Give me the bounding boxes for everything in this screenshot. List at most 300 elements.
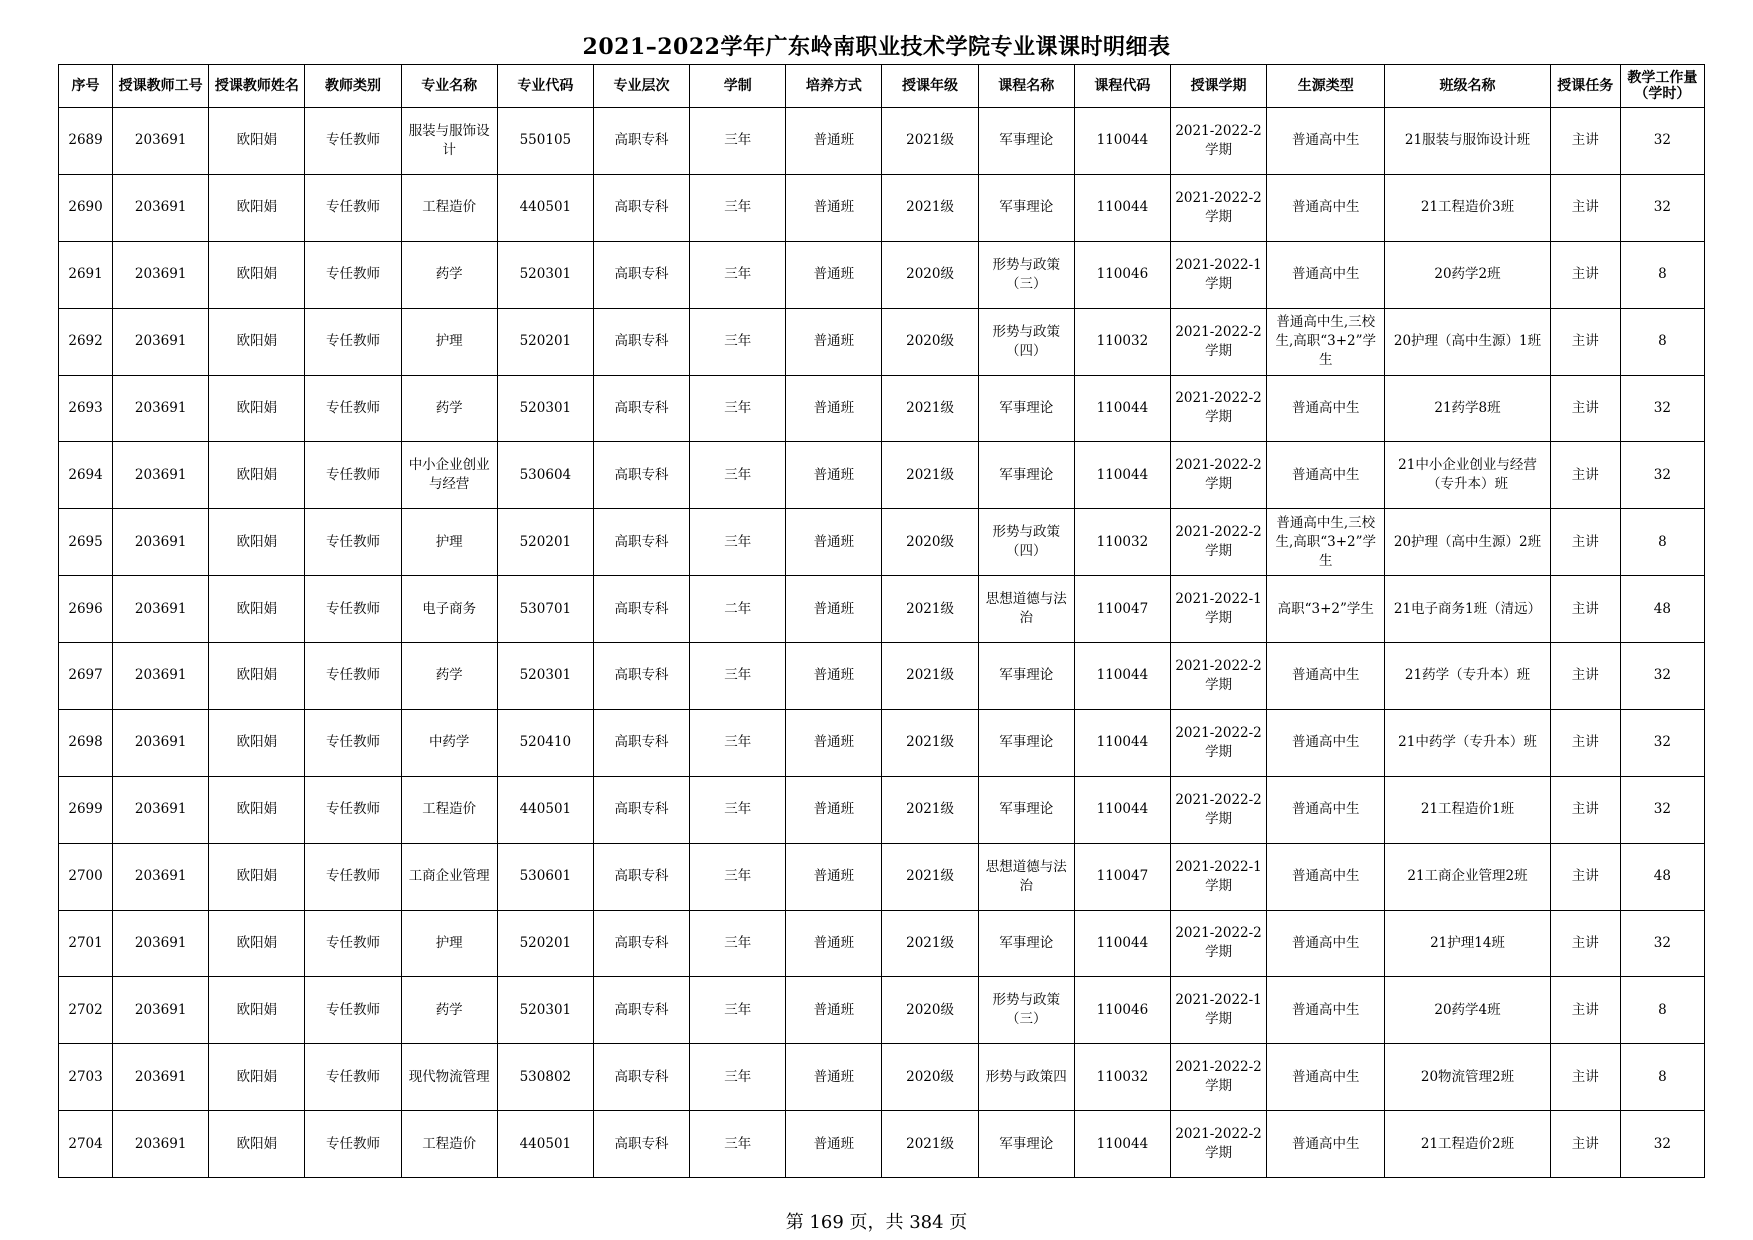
cell-major-level: 高职专科 bbox=[593, 442, 689, 509]
cell-teacher-type: 专任教师 bbox=[305, 843, 401, 910]
cell-task: 主讲 bbox=[1550, 910, 1620, 977]
cell-workload: 48 bbox=[1620, 843, 1704, 910]
cell-course-name: 形势与政策（三） bbox=[978, 241, 1074, 308]
cell-major-name: 药学 bbox=[401, 643, 497, 710]
cell-major-level: 高职专科 bbox=[593, 977, 689, 1044]
cell-major-level: 高职专科 bbox=[593, 1111, 689, 1178]
cell-major-code: 520301 bbox=[497, 241, 593, 308]
cell-grade: 2021级 bbox=[882, 643, 978, 710]
cell-teacher-name: 欧阳娟 bbox=[209, 910, 305, 977]
cell-semester: 2021-2022-2学期 bbox=[1170, 709, 1266, 776]
cell-major-code: 520201 bbox=[497, 509, 593, 576]
cell-teacher-name: 欧阳娟 bbox=[209, 576, 305, 643]
cell-course-code: 110046 bbox=[1074, 977, 1170, 1044]
cell-teacher-type: 专任教师 bbox=[305, 1111, 401, 1178]
cell-student-source: 普通高中生,三校生,高职“3+2”学生 bbox=[1267, 308, 1385, 375]
cell-teacher-type: 专任教师 bbox=[305, 709, 401, 776]
cell-major-name: 药学 bbox=[401, 375, 497, 442]
cell-teacher-id: 203691 bbox=[113, 643, 209, 710]
cell-teacher-id: 203691 bbox=[113, 1111, 209, 1178]
cell-course-code: 110032 bbox=[1074, 509, 1170, 576]
cell-task: 主讲 bbox=[1550, 843, 1620, 910]
cell-teacher-type: 专任教师 bbox=[305, 1044, 401, 1111]
cell-task: 主讲 bbox=[1550, 1111, 1620, 1178]
cell-course-name: 形势与政策（三） bbox=[978, 977, 1074, 1044]
table-row bbox=[59, 442, 1705, 509]
cell-duration: 三年 bbox=[690, 442, 786, 509]
cell-semester: 2021-2022-2学期 bbox=[1170, 1111, 1266, 1178]
cell-task: 主讲 bbox=[1550, 174, 1620, 241]
cell-course-code: 110044 bbox=[1074, 910, 1170, 977]
cell-task: 主讲 bbox=[1550, 241, 1620, 308]
col-header-course-name: 课程名称 bbox=[978, 65, 1074, 108]
cell-duration: 三年 bbox=[690, 977, 786, 1044]
cell-class-name: 21护理14班 bbox=[1385, 910, 1550, 977]
cell-class-name: 20药学4班 bbox=[1385, 977, 1550, 1044]
cell-course-code: 110044 bbox=[1074, 709, 1170, 776]
header-row bbox=[59, 65, 1705, 108]
cell-course-name: 军事理论 bbox=[978, 108, 1074, 175]
cell-semester: 2021-2022-2学期 bbox=[1170, 442, 1266, 509]
cell-major-level: 高职专科 bbox=[593, 174, 689, 241]
cell-class-name: 20护理（高中生源）1班 bbox=[1385, 308, 1550, 375]
cell-major-code: 550105 bbox=[497, 108, 593, 175]
cell-class-name: 21工程造价3班 bbox=[1385, 174, 1550, 241]
cell-teacher-name: 欧阳娟 bbox=[209, 1044, 305, 1111]
col-header-teacher-id: 授课教师工号 bbox=[113, 65, 209, 108]
cell-major-code: 440501 bbox=[497, 776, 593, 843]
cell-workload: 32 bbox=[1620, 709, 1704, 776]
cell-teacher-type: 专任教师 bbox=[305, 174, 401, 241]
cell-course-name: 形势与政策（四） bbox=[978, 308, 1074, 375]
cell-duration: 三年 bbox=[690, 1111, 786, 1178]
cell-teacher-name: 欧阳娟 bbox=[209, 776, 305, 843]
cell-teacher-name: 欧阳娟 bbox=[209, 174, 305, 241]
cell-training-mode: 普通班 bbox=[786, 108, 882, 175]
cell-teacher-name: 欧阳娟 bbox=[209, 977, 305, 1044]
col-header-major-name: 专业名称 bbox=[401, 65, 497, 108]
cell-major-code: 520301 bbox=[497, 375, 593, 442]
col-header-index: 序号 bbox=[59, 65, 113, 108]
cell-teacher-id: 203691 bbox=[113, 843, 209, 910]
cell-duration: 三年 bbox=[690, 843, 786, 910]
cell-student-source: 普通高中生 bbox=[1267, 1044, 1385, 1111]
cell-workload: 8 bbox=[1620, 977, 1704, 1044]
cell-major-level: 高职专科 bbox=[593, 643, 689, 710]
cell-teacher-name: 欧阳娟 bbox=[209, 709, 305, 776]
col-header-semester: 授课学期 bbox=[1170, 65, 1266, 108]
cell-duration: 三年 bbox=[690, 776, 786, 843]
cell-task: 主讲 bbox=[1550, 643, 1620, 710]
cell-course-code: 110046 bbox=[1074, 241, 1170, 308]
cell-grade: 2021级 bbox=[882, 442, 978, 509]
cell-training-mode: 普通班 bbox=[786, 509, 882, 576]
cell-training-mode: 普通班 bbox=[786, 776, 882, 843]
cell-major-code: 520201 bbox=[497, 308, 593, 375]
cell-teacher-id: 203691 bbox=[113, 174, 209, 241]
cell-teacher-type: 专任教师 bbox=[305, 509, 401, 576]
cell-class-name: 21中小企业创业与经营（专升本）班 bbox=[1385, 442, 1550, 509]
cell-major-name: 药学 bbox=[401, 241, 497, 308]
col-header-workload: 教学工作量（学时） bbox=[1620, 65, 1704, 108]
cell-task: 主讲 bbox=[1550, 1044, 1620, 1111]
col-header-task: 授课任务 bbox=[1550, 65, 1620, 108]
cell-major-level: 高职专科 bbox=[593, 308, 689, 375]
cell-grade: 2021级 bbox=[882, 843, 978, 910]
cell-major-name: 服装与服饰设计 bbox=[401, 108, 497, 175]
cell-teacher-id: 203691 bbox=[113, 709, 209, 776]
cell-task: 主讲 bbox=[1550, 108, 1620, 175]
table-row bbox=[59, 776, 1705, 843]
cell-major-code: 440501 bbox=[497, 174, 593, 241]
cell-grade: 2021级 bbox=[882, 576, 978, 643]
cell-index: 2698 bbox=[59, 709, 113, 776]
cell-major-level: 高职专科 bbox=[593, 576, 689, 643]
cell-index: 2690 bbox=[59, 174, 113, 241]
cell-training-mode: 普通班 bbox=[786, 709, 882, 776]
cell-course-code: 110044 bbox=[1074, 375, 1170, 442]
cell-class-name: 21服装与服饰设计班 bbox=[1385, 108, 1550, 175]
cell-major-level: 高职专科 bbox=[593, 910, 689, 977]
cell-semester: 2021-2022-2学期 bbox=[1170, 375, 1266, 442]
cell-index: 2689 bbox=[59, 108, 113, 175]
cell-grade: 2021级 bbox=[882, 776, 978, 843]
col-header-major-level: 专业层次 bbox=[593, 65, 689, 108]
cell-student-source: 普通高中生 bbox=[1267, 1111, 1385, 1178]
cell-workload: 32 bbox=[1620, 174, 1704, 241]
cell-course-code: 110032 bbox=[1074, 308, 1170, 375]
table-row bbox=[59, 509, 1705, 576]
cell-grade: 2020级 bbox=[882, 977, 978, 1044]
cell-semester: 2021-2022-2学期 bbox=[1170, 643, 1266, 710]
cell-student-source: 普通高中生 bbox=[1267, 375, 1385, 442]
table-row bbox=[59, 1044, 1705, 1111]
cell-major-name: 护理 bbox=[401, 910, 497, 977]
cell-student-source: 普通高中生 bbox=[1267, 709, 1385, 776]
cell-grade: 2021级 bbox=[882, 910, 978, 977]
cell-semester: 2021-2022-2学期 bbox=[1170, 174, 1266, 241]
cell-teacher-id: 203691 bbox=[113, 977, 209, 1044]
cell-task: 主讲 bbox=[1550, 308, 1620, 375]
cell-student-source: 普通高中生 bbox=[1267, 843, 1385, 910]
cell-teacher-name: 欧阳娟 bbox=[209, 643, 305, 710]
cell-index: 2693 bbox=[59, 375, 113, 442]
cell-teacher-id: 203691 bbox=[113, 776, 209, 843]
cell-index: 2703 bbox=[59, 1044, 113, 1111]
cell-training-mode: 普通班 bbox=[786, 442, 882, 509]
page-footer: 第 169 页，共 384 页 bbox=[785, 1212, 968, 1233]
cell-class-name: 20物流管理2班 bbox=[1385, 1044, 1550, 1111]
cell-duration: 三年 bbox=[690, 308, 786, 375]
cell-teacher-type: 专任教师 bbox=[305, 375, 401, 442]
cell-student-source: 普通高中生 bbox=[1267, 241, 1385, 308]
cell-workload: 8 bbox=[1620, 308, 1704, 375]
cell-course-name: 军事理论 bbox=[978, 709, 1074, 776]
cell-course-name: 军事理论 bbox=[978, 174, 1074, 241]
cell-teacher-name: 欧阳娟 bbox=[209, 509, 305, 576]
cell-major-level: 高职专科 bbox=[593, 509, 689, 576]
cell-major-code: 440501 bbox=[497, 1111, 593, 1178]
cell-student-source: 普通高中生 bbox=[1267, 442, 1385, 509]
cell-grade: 2021级 bbox=[882, 709, 978, 776]
table-row bbox=[59, 174, 1705, 241]
cell-grade: 2020级 bbox=[882, 509, 978, 576]
cell-teacher-type: 专任教师 bbox=[305, 776, 401, 843]
cell-major-name: 工程造价 bbox=[401, 174, 497, 241]
page-title: 2021–2022学年广东岭南职业技术学院专业课课时明细表 bbox=[582, 34, 1171, 60]
cell-teacher-name: 欧阳娟 bbox=[209, 108, 305, 175]
cell-teacher-id: 203691 bbox=[113, 241, 209, 308]
cell-teacher-name: 欧阳娟 bbox=[209, 241, 305, 308]
cell-semester: 2021-2022-1学期 bbox=[1170, 576, 1266, 643]
cell-class-name: 21电子商务1班（清远） bbox=[1385, 576, 1550, 643]
table-row bbox=[59, 643, 1705, 710]
cell-teacher-id: 203691 bbox=[113, 1044, 209, 1111]
cell-course-name: 思想道德与法治 bbox=[978, 576, 1074, 643]
cell-student-source: 普通高中生 bbox=[1267, 643, 1385, 710]
cell-course-code: 110044 bbox=[1074, 108, 1170, 175]
cell-major-code: 520410 bbox=[497, 709, 593, 776]
cell-major-name: 药学 bbox=[401, 977, 497, 1044]
cell-training-mode: 普通班 bbox=[786, 1111, 882, 1178]
cell-class-name: 21中药学（专升本）班 bbox=[1385, 709, 1550, 776]
cell-semester: 2021-2022-2学期 bbox=[1170, 108, 1266, 175]
cell-index: 2692 bbox=[59, 308, 113, 375]
cell-teacher-name: 欧阳娟 bbox=[209, 1111, 305, 1178]
cell-student-source: 普通高中生 bbox=[1267, 977, 1385, 1044]
cell-course-name: 军事理论 bbox=[978, 375, 1074, 442]
cell-grade: 2021级 bbox=[882, 174, 978, 241]
cell-teacher-type: 专任教师 bbox=[305, 643, 401, 710]
table-row bbox=[59, 308, 1705, 375]
cell-semester: 2021-2022-1学期 bbox=[1170, 843, 1266, 910]
cell-course-code: 110047 bbox=[1074, 843, 1170, 910]
cell-major-name: 中小企业创业与经营 bbox=[401, 442, 497, 509]
cell-course-code: 110044 bbox=[1074, 442, 1170, 509]
cell-course-name: 军事理论 bbox=[978, 442, 1074, 509]
cell-training-mode: 普通班 bbox=[786, 241, 882, 308]
cell-workload: 32 bbox=[1620, 643, 1704, 710]
cell-major-name: 工程造价 bbox=[401, 1111, 497, 1178]
cell-index: 2701 bbox=[59, 910, 113, 977]
cell-task: 主讲 bbox=[1550, 776, 1620, 843]
cell-course-code: 110044 bbox=[1074, 1111, 1170, 1178]
cell-major-name: 工程造价 bbox=[401, 776, 497, 843]
cell-course-code: 110044 bbox=[1074, 776, 1170, 843]
cell-grade: 2021级 bbox=[882, 108, 978, 175]
cell-workload: 8 bbox=[1620, 509, 1704, 576]
cell-class-name: 21工程造价1班 bbox=[1385, 776, 1550, 843]
cell-workload: 32 bbox=[1620, 108, 1704, 175]
cell-major-name: 电子商务 bbox=[401, 576, 497, 643]
cell-major-level: 高职专科 bbox=[593, 241, 689, 308]
cell-teacher-name: 欧阳娟 bbox=[209, 308, 305, 375]
cell-duration: 三年 bbox=[690, 643, 786, 710]
cell-class-name: 21工程造价2班 bbox=[1385, 1111, 1550, 1178]
cell-major-code: 530701 bbox=[497, 576, 593, 643]
cell-duration: 二年 bbox=[690, 576, 786, 643]
cell-course-code: 110032 bbox=[1074, 1044, 1170, 1111]
table-row bbox=[59, 241, 1705, 308]
cell-student-source: 普通高中生 bbox=[1267, 174, 1385, 241]
cell-semester: 2021-2022-2学期 bbox=[1170, 776, 1266, 843]
table-row bbox=[59, 576, 1705, 643]
col-header-student-source: 生源类型 bbox=[1267, 65, 1385, 108]
col-header-teacher-type: 教师类别 bbox=[305, 65, 401, 108]
cell-index: 2697 bbox=[59, 643, 113, 710]
cell-course-code: 110044 bbox=[1074, 174, 1170, 241]
cell-major-code: 520201 bbox=[497, 910, 593, 977]
cell-student-source: 普通高中生,三校生,高职“3+2”学生 bbox=[1267, 509, 1385, 576]
cell-course-name: 军事理论 bbox=[978, 910, 1074, 977]
cell-teacher-id: 203691 bbox=[113, 576, 209, 643]
table-row bbox=[59, 709, 1705, 776]
cell-task: 主讲 bbox=[1550, 442, 1620, 509]
cell-student-source: 普通高中生 bbox=[1267, 776, 1385, 843]
cell-semester: 2021-2022-2学期 bbox=[1170, 509, 1266, 576]
cell-course-name: 军事理论 bbox=[978, 1111, 1074, 1178]
cell-teacher-id: 203691 bbox=[113, 442, 209, 509]
cell-task: 主讲 bbox=[1550, 576, 1620, 643]
cell-student-source: 普通高中生 bbox=[1267, 108, 1385, 175]
cell-class-name: 20护理（高中生源）2班 bbox=[1385, 509, 1550, 576]
cell-grade: 2021级 bbox=[882, 1111, 978, 1178]
cell-semester: 2021-2022-2学期 bbox=[1170, 308, 1266, 375]
cell-workload: 48 bbox=[1620, 576, 1704, 643]
cell-index: 2704 bbox=[59, 1111, 113, 1178]
cell-course-name: 思想道德与法治 bbox=[978, 843, 1074, 910]
cell-teacher-id: 203691 bbox=[113, 509, 209, 576]
cell-major-level: 高职专科 bbox=[593, 1044, 689, 1111]
cell-duration: 三年 bbox=[690, 375, 786, 442]
cell-training-mode: 普通班 bbox=[786, 174, 882, 241]
table-row bbox=[59, 108, 1705, 175]
cell-training-mode: 普通班 bbox=[786, 843, 882, 910]
cell-teacher-id: 203691 bbox=[113, 108, 209, 175]
cell-major-code: 520301 bbox=[497, 643, 593, 710]
cell-duration: 三年 bbox=[690, 709, 786, 776]
cell-grade: 2020级 bbox=[882, 1044, 978, 1111]
cell-major-level: 高职专科 bbox=[593, 108, 689, 175]
cell-grade: 2021级 bbox=[882, 375, 978, 442]
col-header-teacher-name: 授课教师姓名 bbox=[209, 65, 305, 108]
table-row bbox=[59, 910, 1705, 977]
cell-duration: 三年 bbox=[690, 509, 786, 576]
cell-major-code: 530604 bbox=[497, 442, 593, 509]
cell-training-mode: 普通班 bbox=[786, 375, 882, 442]
course-hours-table bbox=[58, 64, 1705, 1178]
cell-major-level: 高职专科 bbox=[593, 709, 689, 776]
cell-duration: 三年 bbox=[690, 1044, 786, 1111]
cell-course-code: 110047 bbox=[1074, 576, 1170, 643]
cell-task: 主讲 bbox=[1550, 375, 1620, 442]
cell-index: 2699 bbox=[59, 776, 113, 843]
cell-teacher-type: 专任教师 bbox=[305, 910, 401, 977]
cell-teacher-id: 203691 bbox=[113, 375, 209, 442]
cell-task: 主讲 bbox=[1550, 509, 1620, 576]
cell-workload: 32 bbox=[1620, 910, 1704, 977]
cell-grade: 2020级 bbox=[882, 241, 978, 308]
cell-class-name: 21工商企业管理2班 bbox=[1385, 843, 1550, 910]
cell-training-mode: 普通班 bbox=[786, 910, 882, 977]
cell-training-mode: 普通班 bbox=[786, 576, 882, 643]
cell-workload: 32 bbox=[1620, 442, 1704, 509]
cell-major-level: 高职专科 bbox=[593, 776, 689, 843]
cell-teacher-name: 欧阳娟 bbox=[209, 442, 305, 509]
cell-major-name: 中药学 bbox=[401, 709, 497, 776]
cell-workload: 32 bbox=[1620, 375, 1704, 442]
cell-course-code: 110044 bbox=[1074, 643, 1170, 710]
cell-semester: 2021-2022-2学期 bbox=[1170, 910, 1266, 977]
cell-major-level: 高职专科 bbox=[593, 843, 689, 910]
cell-teacher-type: 专任教师 bbox=[305, 108, 401, 175]
cell-training-mode: 普通班 bbox=[786, 643, 882, 710]
cell-major-name: 现代物流管理 bbox=[401, 1044, 497, 1111]
table-row bbox=[59, 375, 1705, 442]
cell-major-name: 护理 bbox=[401, 308, 497, 375]
col-header-grade: 授课年级 bbox=[882, 65, 978, 108]
cell-teacher-name: 欧阳娟 bbox=[209, 375, 305, 442]
table-row bbox=[59, 977, 1705, 1044]
cell-workload: 32 bbox=[1620, 776, 1704, 843]
cell-duration: 三年 bbox=[690, 108, 786, 175]
cell-teacher-type: 专任教师 bbox=[305, 977, 401, 1044]
cell-student-source: 普通高中生 bbox=[1267, 910, 1385, 977]
cell-index: 2691 bbox=[59, 241, 113, 308]
cell-class-name: 21药学（专升本）班 bbox=[1385, 643, 1550, 710]
cell-teacher-name: 欧阳娟 bbox=[209, 843, 305, 910]
cell-duration: 三年 bbox=[690, 241, 786, 308]
cell-semester: 2021-2022-1学期 bbox=[1170, 977, 1266, 1044]
cell-index: 2694 bbox=[59, 442, 113, 509]
cell-workload: 8 bbox=[1620, 1044, 1704, 1111]
table-body bbox=[59, 108, 1705, 1178]
cell-workload: 32 bbox=[1620, 1111, 1704, 1178]
cell-major-level: 高职专科 bbox=[593, 375, 689, 442]
cell-course-name: 形势与政策四 bbox=[978, 1044, 1074, 1111]
col-header-training-mode: 培养方式 bbox=[786, 65, 882, 108]
cell-major-name: 工商企业管理 bbox=[401, 843, 497, 910]
cell-grade: 2020级 bbox=[882, 308, 978, 375]
cell-training-mode: 普通班 bbox=[786, 1044, 882, 1111]
cell-task: 主讲 bbox=[1550, 977, 1620, 1044]
cell-class-name: 21药学8班 bbox=[1385, 375, 1550, 442]
cell-semester: 2021-2022-1学期 bbox=[1170, 241, 1266, 308]
cell-course-name: 军事理论 bbox=[978, 776, 1074, 843]
cell-course-name: 形势与政策（四） bbox=[978, 509, 1074, 576]
cell-workload: 8 bbox=[1620, 241, 1704, 308]
cell-teacher-type: 专任教师 bbox=[305, 241, 401, 308]
cell-teacher-type: 专任教师 bbox=[305, 576, 401, 643]
cell-major-code: 530802 bbox=[497, 1044, 593, 1111]
cell-major-code: 530601 bbox=[497, 843, 593, 910]
cell-training-mode: 普通班 bbox=[786, 308, 882, 375]
cell-training-mode: 普通班 bbox=[786, 977, 882, 1044]
cell-course-name: 军事理论 bbox=[978, 643, 1074, 710]
table-row bbox=[59, 843, 1705, 910]
cell-duration: 三年 bbox=[690, 174, 786, 241]
cell-teacher-type: 专任教师 bbox=[305, 308, 401, 375]
col-header-major-code: 专业代码 bbox=[497, 65, 593, 108]
cell-index: 2696 bbox=[59, 576, 113, 643]
cell-student-source: 高职“3+2”学生 bbox=[1267, 576, 1385, 643]
cell-teacher-id: 203691 bbox=[113, 910, 209, 977]
cell-task: 主讲 bbox=[1550, 709, 1620, 776]
cell-teacher-type: 专任教师 bbox=[305, 442, 401, 509]
col-header-course-code: 课程代码 bbox=[1074, 65, 1170, 108]
table-row bbox=[59, 1111, 1705, 1178]
col-header-duration: 学制 bbox=[690, 65, 786, 108]
